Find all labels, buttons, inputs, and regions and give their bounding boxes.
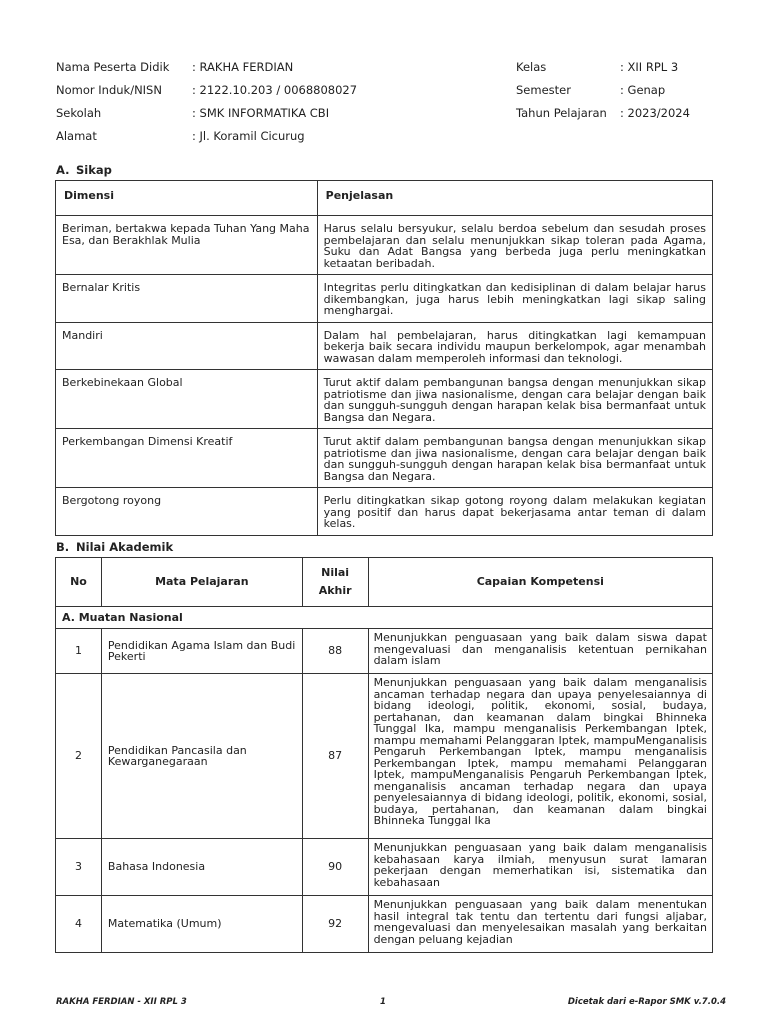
cell-no: 1 — [56, 629, 102, 674]
info-label: Nomor Induk/NISN — [56, 83, 162, 97]
student-info-left — [56, 56, 357, 148]
cell-penjelasan: Turut aktif dalam pembangunan bangsa dengan menunjukkan sikap patriotisme dan jiwa nasionalisme, dengan cara belajar dengan baik dan sungguh-sungguh dengan harapan kelak bisa bermanfaat untuk Bangsa dan Negara. — [317, 370, 712, 429]
info-value: : XII RPL 3 — [620, 60, 679, 74]
info-value: : RAKHA FERDIAN — [192, 60, 294, 74]
info-label: Tahun Pelajaran — [516, 106, 607, 120]
info-value: : SMK INFORMATIKA CBI — [192, 106, 330, 120]
table-row — [56, 896, 713, 953]
cell-penjelasan: Dalam hal pembelajaran, harus ditingkatkan lagi kemampuan bekerja baik secara individu maupun berkelompok, agar menambah wawasan dalam memperoleh informasi dan teknologi. — [317, 322, 712, 370]
section-title-nilai — [56, 540, 173, 554]
cell-dimensi: Bernalar Kritis — [56, 275, 318, 323]
cell-penjelasan: Integritas perlu ditingkatkan dan kedisiplinan di dalam belajar harus dikembangkan, juga harus lebih meningkatkan lagi sikap saling menghargai. — [317, 275, 712, 323]
info-row-class — [516, 56, 690, 79]
info-value: : Jl. Koramil Cicurug — [192, 129, 305, 143]
footer-student: RAKHA FERDIAN - XII RPL 3 — [56, 997, 187, 1007]
table-row — [56, 674, 713, 839]
table-header-row — [56, 181, 713, 216]
table-row — [56, 629, 713, 674]
cell-capaian: Menunjukkan penguasaan yang baik dalam menganalisis ancaman terhadap negara dan upaya penyelesaiannya di bidang ideologi, politik, ekonomi, sosial, budaya, pertahanan, dan keamanan dalam bingkai Bhinneka Tunggal Ika, mampu menganalisis Perkembangan Iptek, mampu memahami Pelanggaran Iptek, mampuMenganalisis Pengaruh Perkembangan Iptek, mampu menganalisis Perkembangan Iptek, mampu memahami Pelanggaran Iptek, mampuMenganalisis Pengaruh Perkembangan Iptek, menganalisis ancaman terhadap negara dan upaya penyelesaiannya di bidang ideologi, politik, ekonomi, sosial, budaya, pertahanan, dan keamanan dalam bingkai Bhinneka Tunggal Ika — [368, 674, 712, 839]
section-letter: B. — [56, 540, 70, 554]
cell-mapel: Matematika (Umum) — [101, 896, 302, 953]
section-name: Nilai Akademik — [76, 540, 174, 554]
nilai-table — [55, 557, 713, 953]
table-row — [56, 429, 713, 488]
section-letter: A. — [56, 163, 70, 177]
header-mapel: Mata Pelajaran — [101, 558, 302, 607]
section-name: Sikap — [76, 163, 112, 177]
header-capaian: Capaian Kompetensi — [368, 558, 712, 607]
info-value: : Genap — [620, 83, 666, 97]
cell-mapel: Bahasa Indonesia — [101, 839, 302, 896]
section-title-sikap — [56, 163, 112, 177]
info-value: : 2122.10.203 / 0068808027 — [192, 83, 358, 97]
info-label: Alamat — [56, 129, 97, 143]
cell-no: 2 — [56, 674, 102, 839]
info-label: Sekolah — [56, 106, 102, 120]
cell-capaian: Menunjukkan penguasaan yang baik dalam menganalisis kebahasaan karya ilmiah, menyusun surat lamaran pekerjaan dengan memerhatikan isi, sistematika dan kebahasaan — [368, 839, 712, 896]
cell-nilai: 92 — [302, 896, 368, 953]
table-row — [56, 839, 713, 896]
cell-penjelasan: Perlu ditingkatkan sikap gotong royong dalam melakukan kegiatan yang positif dan harus dapat bekerjasama antar teman di dalam kelas. — [317, 488, 712, 536]
header-no: No — [56, 558, 102, 607]
cell-nilai: 87 — [302, 674, 368, 839]
info-row-nisn — [56, 79, 357, 102]
cell-capaian: Menunjukkan penguasaan yang baik dalam menentukan hasil integral tak tentu dan tertentu dari fungsi aljabar, mengevaluasi dan menyelesaikan masalah yang berkaitan dengan peluang kejadian — [368, 896, 712, 953]
info-row-semester — [516, 79, 690, 102]
cell-dimensi: Beriman, bertakwa kepada Tuhan Yang Maha Esa, dan Berakhlak Mulia — [56, 216, 318, 275]
table-row — [56, 275, 713, 323]
info-label: Semester — [516, 83, 571, 97]
table-row — [56, 488, 713, 536]
cell-mapel: Pendidikan Pancasila dan Kewarganegaraan — [101, 674, 302, 839]
info-row-address — [56, 125, 357, 148]
cell-dimensi: Mandiri — [56, 322, 318, 370]
cell-dimensi: Berkebinekaan Global — [56, 370, 318, 429]
info-label: Kelas — [516, 60, 547, 74]
header-dimensi: Dimensi — [56, 181, 318, 216]
cell-dimensi: Bergotong royong — [56, 488, 318, 536]
cell-penjelasan: Harus selalu bersyukur, selalu berdoa sebelum dan sesudah proses pembelajaran dan selalu menunjukkan sikap toleran pada Agama, Suku dan Adat Bangsa yang berbeda juga perlu meningkatkan ketaatan beribadah. — [317, 216, 712, 275]
student-info-right — [516, 56, 690, 125]
table-row — [56, 370, 713, 429]
table-row — [56, 216, 713, 275]
info-row-school — [56, 102, 357, 125]
table-row — [56, 322, 713, 370]
cell-no: 3 — [56, 839, 102, 896]
cell-capaian: Menunjukkan penguasaan yang baik dalam siswa dapat mengevaluasi dan menganalisis ketentuan pernikahan dalam islam — [368, 629, 712, 674]
info-row-name — [56, 56, 357, 79]
info-value: : 2023/2024 — [620, 106, 690, 120]
footer-printed-by: Dicetak dari e-Rapor SMK v.7.0.4 — [567, 997, 726, 1007]
footer-page-number: 1 — [380, 997, 386, 1007]
cell-dimensi: Perkembangan Dimensi Kreatif — [56, 429, 318, 488]
cell-nilai: 90 — [302, 839, 368, 896]
header-penjelasan: Penjelasan — [317, 181, 712, 216]
info-label: Nama Peserta Didik — [56, 60, 170, 74]
cell-penjelasan: Turut aktif dalam pembangunan bangsa dengan menunjukkan sikap patriotisme dan jiwa nasionalisme, dengan cara belajar dengan baik dan sungguh-sungguh dengan harapan kelak bisa bermanfaat untuk Bangsa dan Negara. — [317, 429, 712, 488]
cell-mapel: Pendidikan Agama Islam dan Budi Pekerti — [101, 629, 302, 674]
group-row — [56, 607, 713, 629]
table-header-row — [56, 558, 713, 607]
info-row-year — [516, 102, 690, 125]
header-nilai: Nilai Akhir — [302, 558, 368, 607]
group-muatan-nasional: A. Muatan Nasional — [56, 607, 713, 629]
cell-no: 4 — [56, 896, 102, 953]
cell-nilai: 88 — [302, 629, 368, 674]
sikap-table — [55, 180, 713, 536]
